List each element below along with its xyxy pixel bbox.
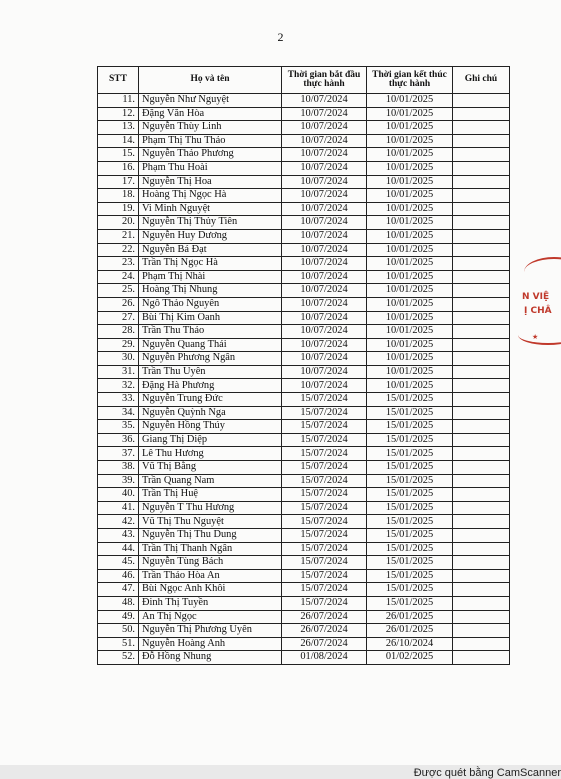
row-note [453,379,510,393]
row-note [453,569,510,583]
row-start-date: 10/07/2024 [282,257,367,271]
table-row [98,379,510,393]
row-name: Phạm Thị Nhài [139,270,282,284]
row-end-date: 15/01/2025 [367,406,453,420]
row-end-date: 10/01/2025 [367,284,453,298]
table-row [98,637,510,651]
row-name: Nguyễn Thảo Phương [139,148,282,162]
row-name: Trần Thảo Hòa An [139,569,282,583]
row-name: Nguyễn Bá Đạt [139,243,282,257]
row-stt: 35. [98,420,139,434]
row-name: Phạm Thị Thu Thảo [139,134,282,148]
row-start-date: 15/07/2024 [282,542,367,556]
table-row [98,243,510,257]
row-note [453,121,510,135]
row-note [453,270,510,284]
row-note [453,202,510,216]
row-end-date: 10/01/2025 [367,202,453,216]
table-row [98,121,510,135]
table-row [98,107,510,121]
table-header-row [98,67,510,94]
header-note: Ghi chú [453,67,510,94]
row-end-date: 10/01/2025 [367,325,453,339]
row-name: Trần Thu Uyên [139,365,282,379]
row-note [453,189,510,203]
table-row [98,488,510,502]
row-note [453,515,510,529]
row-note [453,529,510,543]
row-start-date: 10/07/2024 [282,297,367,311]
row-stt: 22. [98,243,139,257]
row-note [453,365,510,379]
row-note [453,229,510,243]
row-note [453,297,510,311]
row-end-date: 15/01/2025 [367,583,453,597]
row-note [453,148,510,162]
row-stt: 32. [98,379,139,393]
table-row [98,651,510,665]
row-end-date: 10/01/2025 [367,134,453,148]
row-stt: 15. [98,148,139,162]
row-start-date: 10/07/2024 [282,121,367,135]
row-name: Lê Thu Hương [139,447,282,461]
row-note [453,134,510,148]
row-note [453,610,510,624]
table-row [98,189,510,203]
row-end-date: 10/01/2025 [367,94,453,108]
row-note [453,107,510,121]
row-end-date: 10/01/2025 [367,148,453,162]
row-note [453,501,510,515]
row-note [453,542,510,556]
row-start-date: 26/07/2024 [282,637,367,651]
seal-text-line2: Ị CHÂ [524,306,552,316]
row-start-date: 10/07/2024 [282,243,367,257]
row-note [453,447,510,461]
row-name: An Thị Ngọc [139,610,282,624]
table-row [98,297,510,311]
row-stt: 42. [98,515,139,529]
row-start-date: 15/07/2024 [282,393,367,407]
row-start-date: 01/08/2024 [282,651,367,665]
row-stt: 48. [98,596,139,610]
row-end-date: 15/01/2025 [367,474,453,488]
table-row [98,338,510,352]
row-name: Trần Thị Ngọc Hà [139,257,282,271]
row-start-date: 15/07/2024 [282,501,367,515]
row-end-date: 10/01/2025 [367,297,453,311]
row-name: Bùi Thị Kim Oanh [139,311,282,325]
table-row [98,216,510,230]
row-stt: 45. [98,556,139,570]
row-name: Nguyễn Quỳnh Nga [139,406,282,420]
table-row [98,624,510,638]
row-name: Vi Minh Nguyệt [139,202,282,216]
row-stt: 25. [98,284,139,298]
row-note [453,257,510,271]
row-end-date: 10/01/2025 [367,161,453,175]
row-stt: 17. [98,175,139,189]
row-name: Nguyễn Phương Ngân [139,352,282,366]
row-end-date: 15/01/2025 [367,529,453,543]
row-note [453,637,510,651]
row-end-date: 10/01/2025 [367,379,453,393]
row-name: Nguyễn Thị Thu Dung [139,529,282,543]
row-start-date: 15/07/2024 [282,596,367,610]
table-row [98,365,510,379]
row-stt: 24. [98,270,139,284]
row-stt: 41. [98,501,139,515]
row-name: Đặng Hà Phương [139,379,282,393]
row-stt: 13. [98,121,139,135]
row-stt: 14. [98,134,139,148]
row-end-date: 10/01/2025 [367,365,453,379]
row-end-date: 10/01/2025 [367,189,453,203]
row-note [453,216,510,230]
practice-schedule-table [97,66,510,665]
table-row [98,406,510,420]
table-row [98,175,510,189]
table-row [98,529,510,543]
row-stt: 11. [98,94,139,108]
row-start-date: 10/07/2024 [282,352,367,366]
row-start-date: 15/07/2024 [282,488,367,502]
table-row [98,148,510,162]
row-start-date: 15/07/2024 [282,447,367,461]
row-stt: 34. [98,406,139,420]
row-end-date: 10/01/2025 [367,121,453,135]
row-stt: 29. [98,338,139,352]
row-note [453,433,510,447]
row-start-date: 15/07/2024 [282,583,367,597]
row-note [453,406,510,420]
row-stt: 27. [98,311,139,325]
table-row [98,257,510,271]
row-name: Vũ Thị Thu Nguyệt [139,515,282,529]
table-row [98,420,510,434]
table-row [98,515,510,529]
row-stt: 18. [98,189,139,203]
table-body [98,94,510,665]
row-stt: 36. [98,433,139,447]
row-note [453,243,510,257]
row-start-date: 10/07/2024 [282,379,367,393]
row-end-date: 10/01/2025 [367,107,453,121]
table-row [98,202,510,216]
table-row [98,542,510,556]
row-end-date: 10/01/2025 [367,243,453,257]
table-row [98,474,510,488]
row-start-date: 10/07/2024 [282,229,367,243]
row-name: Trần Thu Thảo [139,325,282,339]
table-row [98,556,510,570]
header-start-date: Thời gian bắt đầu thực hành [282,67,367,94]
row-stt: 26. [98,297,139,311]
row-stt: 12. [98,107,139,121]
table-row [98,596,510,610]
row-note [453,94,510,108]
row-start-date: 10/07/2024 [282,270,367,284]
row-name: Nguyễn Trung Đức [139,393,282,407]
table-row [98,270,510,284]
row-stt: 28. [98,325,139,339]
row-start-date: 15/07/2024 [282,474,367,488]
row-end-date: 15/01/2025 [367,488,453,502]
row-note [453,583,510,597]
table-row [98,311,510,325]
row-stt: 44. [98,542,139,556]
row-start-date: 10/07/2024 [282,148,367,162]
table-row [98,501,510,515]
row-note [453,175,510,189]
row-stt: 39. [98,474,139,488]
row-end-date: 10/01/2025 [367,216,453,230]
row-note [453,284,510,298]
row-start-date: 10/07/2024 [282,189,367,203]
row-name: Hoàng Thị Ngọc Hà [139,189,282,203]
row-end-date: 15/01/2025 [367,542,453,556]
row-name: Phạm Thu Hoài [139,161,282,175]
row-name: Nguyễn Thị Thủy Tiên [139,216,282,230]
row-stt: 49. [98,610,139,624]
table-row [98,433,510,447]
row-name: Giang Thị Diệp [139,433,282,447]
row-note [453,488,510,502]
row-name: Nguyễn Thùy Linh [139,121,282,135]
row-name: Đặng Văn Hòa [139,107,282,121]
table-row [98,610,510,624]
row-stt: 50. [98,624,139,638]
row-note [453,474,510,488]
row-name: Ngô Thảo Nguyên [139,297,282,311]
row-note [453,338,510,352]
table-row [98,447,510,461]
row-name: Trần Thị Thanh Ngân [139,542,282,556]
page-number: 2 [277,30,284,44]
row-stt: 37. [98,447,139,461]
row-name: Vũ Thị Bằng [139,461,282,475]
row-note [453,651,510,665]
row-note [453,393,510,407]
row-name: Đỗ Hồng Nhung [139,651,282,665]
row-end-date: 01/02/2025 [367,651,453,665]
row-start-date: 10/07/2024 [282,325,367,339]
row-note [453,624,510,638]
row-stt: 52. [98,651,139,665]
row-name: Nguyễn Hồng Thúy [139,420,282,434]
header-stt: STT [98,67,139,94]
row-note [453,461,510,475]
row-end-date: 26/01/2025 [367,610,453,624]
row-end-date: 10/01/2025 [367,352,453,366]
table-row [98,284,510,298]
row-name: Trần Thị Huệ [139,488,282,502]
header-end-date: Thời gian kết thúc thực hành [367,67,453,94]
row-stt: 21. [98,229,139,243]
row-name: Nguyễn Tùng Bách [139,556,282,570]
table-row [98,161,510,175]
row-start-date: 10/07/2024 [282,94,367,108]
row-end-date: 10/01/2025 [367,229,453,243]
table-row [98,229,510,243]
row-start-date: 15/07/2024 [282,461,367,475]
row-note [453,352,510,366]
row-end-date: 15/01/2025 [367,501,453,515]
row-end-date: 15/01/2025 [367,515,453,529]
row-end-date: 10/01/2025 [367,311,453,325]
row-start-date: 26/07/2024 [282,624,367,638]
row-end-date: 10/01/2025 [367,338,453,352]
row-start-date: 10/07/2024 [282,202,367,216]
row-name: Nguyễn Thị Hoa [139,175,282,189]
row-name: Bùi Ngọc Anh Khôi [139,583,282,597]
row-start-date: 10/07/2024 [282,284,367,298]
row-start-date: 10/07/2024 [282,161,367,175]
row-stt: 19. [98,202,139,216]
table-row [98,94,510,108]
table-row [98,461,510,475]
row-start-date: 10/07/2024 [282,338,367,352]
row-start-date: 10/07/2024 [282,311,367,325]
row-stt: 40. [98,488,139,502]
row-end-date: 15/01/2025 [367,393,453,407]
row-stt: 20. [98,216,139,230]
row-end-date: 26/10/2024 [367,637,453,651]
row-name: Nguyễn Huy Dương [139,229,282,243]
row-stt: 23. [98,257,139,271]
row-end-date: 15/01/2025 [367,569,453,583]
row-stt: 51. [98,637,139,651]
header-name: Họ và tên [139,67,282,94]
row-start-date: 15/07/2024 [282,529,367,543]
row-start-date: 10/07/2024 [282,175,367,189]
row-name: Nguyễn Quang Thái [139,338,282,352]
row-start-date: 26/07/2024 [282,610,367,624]
row-stt: 38. [98,461,139,475]
row-name: Nguyễn Hoàng Anh [139,637,282,651]
row-note [453,556,510,570]
row-stt: 47. [98,583,139,597]
row-start-date: 15/07/2024 [282,556,367,570]
row-stt: 16. [98,161,139,175]
row-start-date: 10/07/2024 [282,216,367,230]
row-start-date: 15/07/2024 [282,433,367,447]
row-start-date: 10/07/2024 [282,107,367,121]
row-stt: 43. [98,529,139,543]
row-start-date: 15/07/2024 [282,569,367,583]
row-stt: 46. [98,569,139,583]
table-row [98,134,510,148]
row-start-date: 15/07/2024 [282,515,367,529]
row-end-date: 15/01/2025 [367,447,453,461]
seal-arc-bottom [518,325,561,345]
row-start-date: 10/07/2024 [282,134,367,148]
table-row [98,393,510,407]
seal-text-line1: N VIỆ [522,292,550,302]
row-end-date: 10/01/2025 [367,270,453,284]
table-row [98,325,510,339]
row-note [453,325,510,339]
row-name: Nguyễn Như Nguyệt [139,94,282,108]
table-row [98,583,510,597]
row-end-date: 10/01/2025 [367,257,453,271]
row-end-date: 26/01/2025 [367,624,453,638]
row-note [453,311,510,325]
row-end-date: 15/01/2025 [367,556,453,570]
row-end-date: 15/01/2025 [367,420,453,434]
row-stt: 30. [98,352,139,366]
row-end-date: 15/01/2025 [367,433,453,447]
scanner-watermark: Được quét bằng CamScanner [413,767,561,779]
row-note [453,161,510,175]
seal-star-icon: ★ [532,333,539,341]
row-name: Đinh Thị Tuyền [139,596,282,610]
table-row [98,352,510,366]
row-name: Trần Quang Nam [139,474,282,488]
row-name: Nguyễn T Thu Hương [139,501,282,515]
row-name: Hoàng Thị Nhung [139,284,282,298]
row-note [453,420,510,434]
row-name: Nguyễn Thị Phương Uyên [139,624,282,638]
row-start-date: 10/07/2024 [282,365,367,379]
row-end-date: 10/01/2025 [367,175,453,189]
row-end-date: 15/01/2025 [367,461,453,475]
red-seal-stamp [512,255,561,350]
table-row [98,569,510,583]
row-end-date: 15/01/2025 [367,596,453,610]
row-start-date: 15/07/2024 [282,420,367,434]
row-note [453,596,510,610]
row-start-date: 15/07/2024 [282,406,367,420]
seal-arc-top [524,257,561,287]
row-stt: 31. [98,365,139,379]
row-stt: 33. [98,393,139,407]
